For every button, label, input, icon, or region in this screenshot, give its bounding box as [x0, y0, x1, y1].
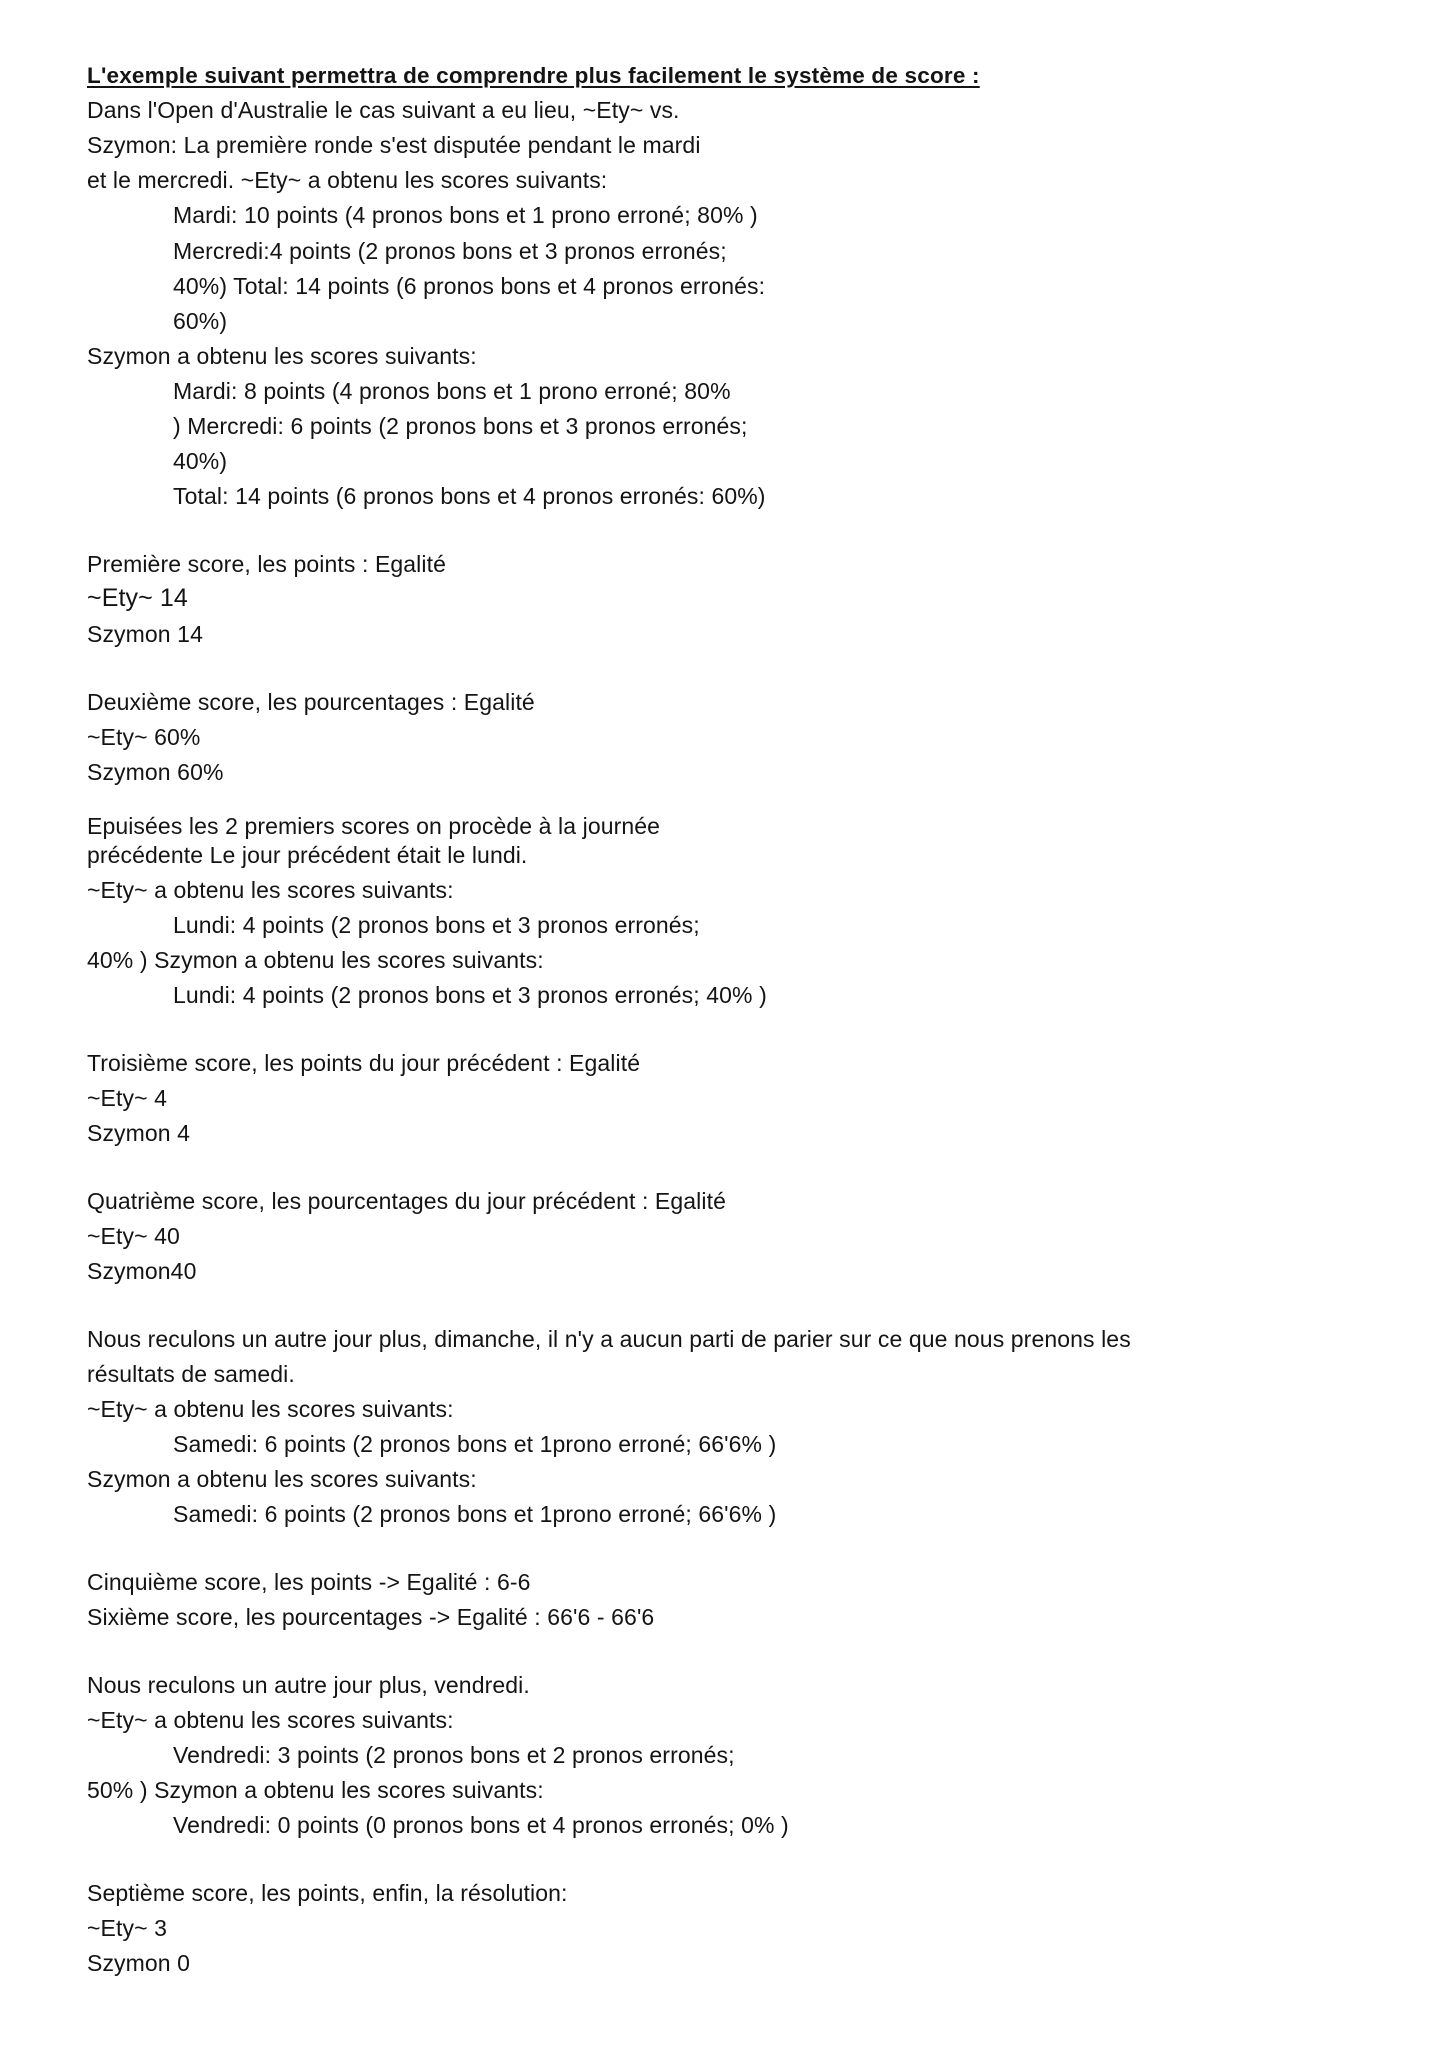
text-line: Mercredi:4 points (2 pronos bons et 3 pronos erronés; [173, 238, 727, 264]
text-line: précédente Le jour précédent était le lundi. [87, 842, 528, 868]
text-line: Vendredi: 0 points (0 pronos bons et 4 pronos erronés; 0% ) [173, 1812, 789, 1838]
text-line: résultats de samedi. [87, 1361, 295, 1387]
text-line: ~Ety~ a obtenu les scores suivants: [87, 877, 454, 903]
text-line: Szymon 0 [87, 1950, 191, 1976]
text-line: Szymon 14 [87, 621, 203, 647]
text-line: Lundi: 4 points (2 pronos bons et 3 pronos erronés; [173, 912, 700, 938]
text-line: Cinquième score, les points -> Egalité : 6-6 [87, 1569, 531, 1595]
text-line: Szymon40 [87, 1258, 197, 1284]
text-line: 40% ) Szymon a obtenu les scores suivants: [87, 947, 544, 973]
text-line: ~Ety~ 60% [87, 724, 201, 750]
text-line: Sixième score, les pourcentages -> Egalité : 66'6 - 66'6 [87, 1604, 655, 1630]
text-line: Nous reculons un autre jour plus, vendredi. [87, 1672, 530, 1698]
document-heading: L'exemple suivant permettra de comprendre plus facilement le système de score : [87, 63, 980, 88]
text-line: Troisième score, les points du jour précédent : Egalité [87, 1050, 641, 1076]
text-line: Szymon 4 [87, 1120, 191, 1146]
text-line: Total: 14 points (6 pronos bons et 4 pronos erronés: 60%) [173, 483, 766, 509]
text-line: et le mercredi. ~Ety~ a obtenu les scores suivants: [87, 167, 608, 193]
text-line: ~Ety~ 14 [87, 584, 188, 612]
text-line: 50% ) Szymon a obtenu les scores suivants: [87, 1777, 544, 1803]
text-line: Septième score, les points, enfin, la résolution: [87, 1880, 568, 1906]
text-line: Mardi: 8 points (4 pronos bons et 1 prono erroné; 80% [173, 378, 731, 404]
text-line: Lundi: 4 points (2 pronos bons et 3 pronos erronés; 40% ) [173, 982, 767, 1008]
text-line: 40%) Total: 14 points (6 pronos bons et 4 pronos erronés: [173, 273, 766, 299]
text-line: Szymon 60% [87, 759, 224, 785]
text-line: Epuisées les 2 premiers scores on procède à la journée [87, 813, 661, 839]
text-line: ~Ety~ a obtenu les scores suivants: [87, 1396, 454, 1422]
text-line: Première score, les points : Egalité [87, 551, 446, 577]
text-line: ~Ety~ 4 [87, 1085, 167, 1111]
text-line: Vendredi: 3 points (2 pronos bons et 2 pronos erronés; [173, 1742, 735, 1768]
text-line: ~Ety~ 3 [87, 1915, 167, 1941]
text-line: Deuxième score, les pourcentages : Egalité [87, 689, 535, 715]
text-line: Nous reculons un autre jour plus, dimanche, il n'y a aucun parti de parier sur ce que nous prenons les [87, 1326, 1131, 1352]
text-line: ~Ety~ 40 [87, 1223, 180, 1249]
text-line: Szymon: La première ronde s'est disputée pendant le mardi [87, 132, 701, 158]
text-line: Dans l'Open d'Australie le cas suivant a eu lieu, ~Ety~ vs. [87, 97, 680, 123]
text-line: ) Mercredi: 6 points (2 pronos bons et 3 pronos erronés; [173, 413, 748, 439]
text-line: Quatrième score, les pourcentages du jour précédent : Egalité [87, 1188, 726, 1214]
text-line: Samedi: 6 points (2 pronos bons et 1prono erroné; 66'6% ) [173, 1431, 777, 1457]
text-line: Szymon a obtenu les scores suivants: [87, 343, 477, 369]
text-line: Samedi: 6 points (2 pronos bons et 1prono erroné; 66'6% ) [173, 1501, 777, 1527]
text-line: 40%) [173, 448, 228, 474]
text-line: 60%) [173, 308, 228, 334]
text-line: Szymon a obtenu les scores suivants: [87, 1466, 477, 1492]
text-line: Mardi: 10 points (4 pronos bons et 1 prono erroné; 80% ) [173, 202, 758, 228]
text-line: ~Ety~ a obtenu les scores suivants: [87, 1707, 454, 1733]
